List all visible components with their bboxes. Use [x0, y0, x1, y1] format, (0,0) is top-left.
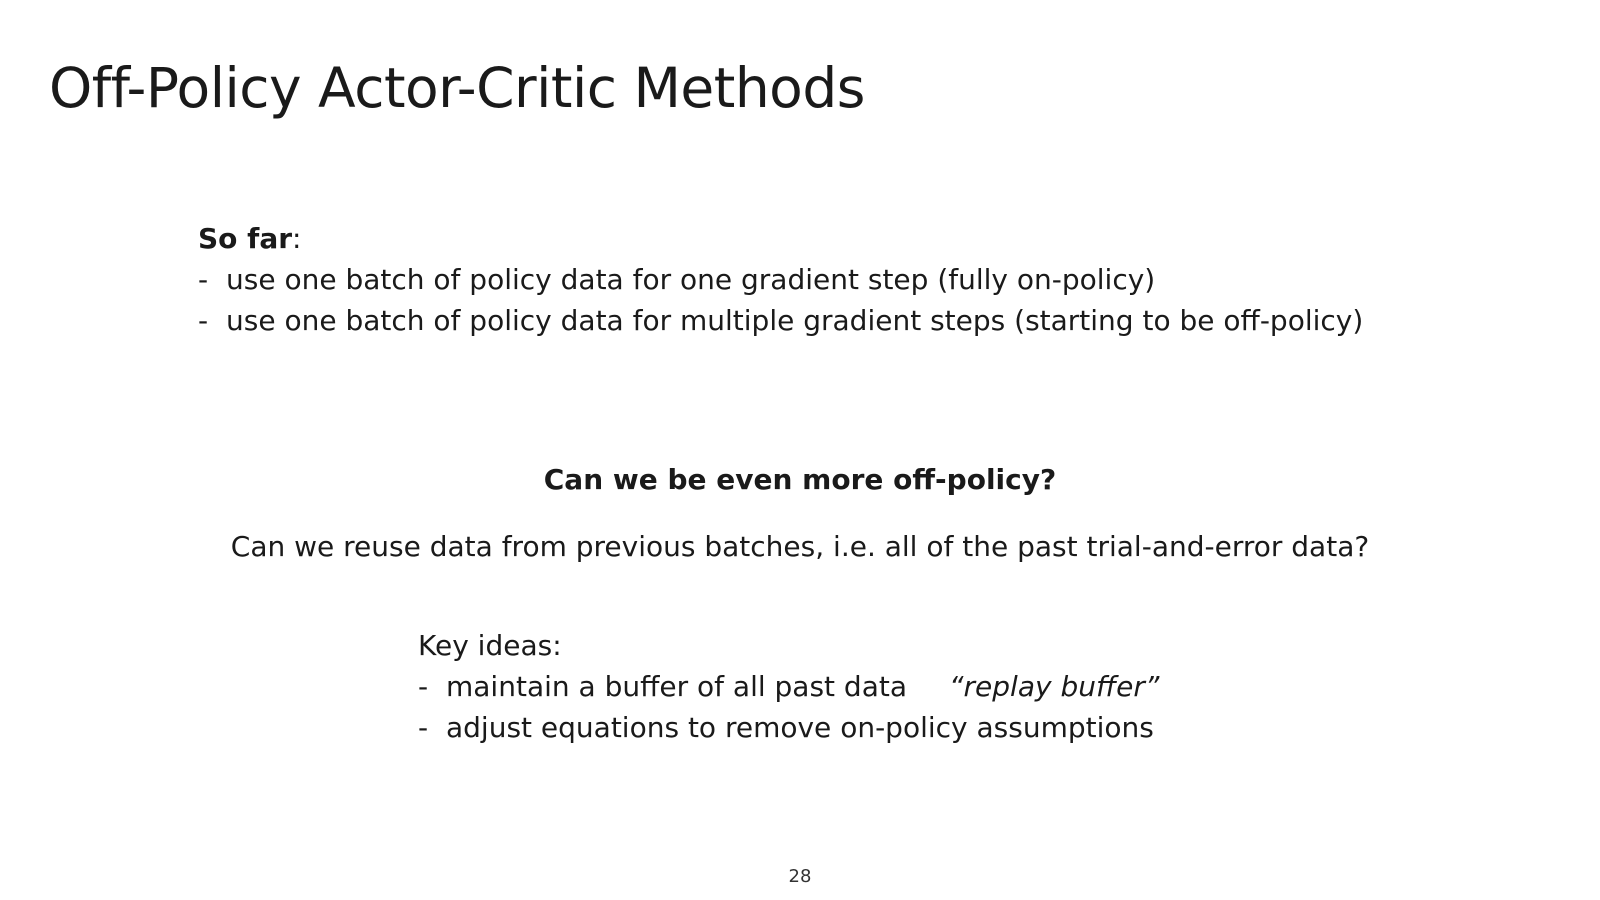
list-item — [198, 259, 1363, 300]
so-far-heading: So far — [198, 222, 293, 255]
list-item — [418, 707, 1159, 748]
bullet-dash: - — [418, 670, 429, 703]
list-item-text: use one batch of policy data for multiple gradient steps (starting to be off-policy) — [226, 304, 1364, 337]
reuse-question: Can we reuse data from previous batches, i.e. all of the past trial-and-error data? — [230, 530, 1370, 563]
replay-buffer-note: “replay buffer” — [949, 670, 1160, 703]
list-item-text: adjust equations to remove on-policy assumptions — [446, 711, 1154, 744]
bullet-dash: - — [418, 711, 429, 744]
key-ideas-heading: Key ideas — [418, 629, 553, 662]
central-question: Can we be even more off-policy? — [543, 463, 1057, 496]
bullet-dash: - — [198, 263, 209, 296]
list-item-text: use one batch of policy data for one gradient step (fully on-policy) — [226, 263, 1156, 296]
list-item — [418, 666, 1159, 707]
so-far-section — [198, 218, 1363, 341]
key-ideas-colon: : — [552, 629, 562, 662]
slide-title: Off-Policy Actor-Critic Methods — [49, 56, 865, 120]
so-far-heading-line — [198, 218, 1363, 259]
bullet-dash: - — [198, 304, 209, 337]
so-far-colon: : — [292, 222, 302, 255]
page-number: 28 — [788, 866, 812, 887]
list-item — [198, 300, 1363, 341]
key-ideas-heading-line — [418, 625, 1159, 666]
key-ideas-section — [418, 625, 1159, 748]
list-item-text: maintain a buffer of all past data — [446, 670, 908, 703]
